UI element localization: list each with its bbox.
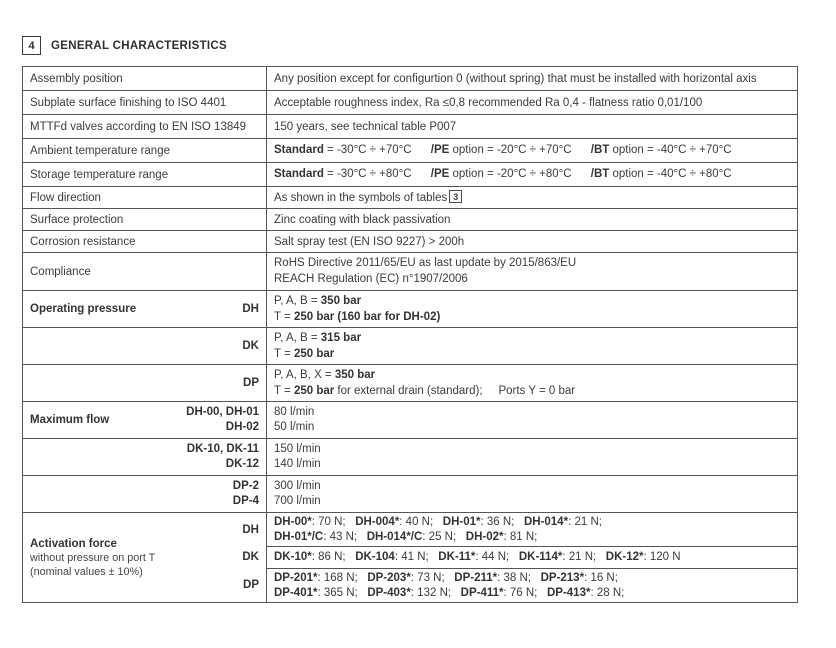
pressure-line-1: P, A, B = 315 bar: [274, 331, 362, 344]
row-label: [23, 402, 267, 439]
row-value: [267, 365, 798, 402]
table-row-flow-dh: [23, 402, 798, 439]
temperature-options: Standard = -30°C ÷ +80°C /PE option = -20°C ÷ +80°C /BT option = -40°C ÷ +80°C: [274, 168, 732, 180]
row-label: Flow direction: [23, 187, 267, 209]
model-tags: DP-2 DP-4: [232, 480, 259, 507]
row-value: [267, 513, 798, 603]
pressure-line-2: T = 250 bar (160 bar for DH-02): [274, 310, 441, 323]
section-title: GENERAL CHARACTERISTICS: [51, 39, 228, 52]
table-row-pressure-dp: [23, 365, 798, 402]
flow-direction-text: As shown in the symbols of tables: [274, 191, 448, 204]
row-label: [23, 513, 267, 603]
table-row: [23, 231, 798, 253]
table-row-pressure-dk: [23, 328, 798, 365]
flow-values: 80 l/min 50 l/min: [274, 406, 315, 433]
row-value: Salt spray test (EN ISO 9227) > 200h: [267, 231, 798, 253]
model-tag: DK: [242, 340, 259, 352]
activation-values-dk: DK-10*: 86 N; DK-104: 41 N; DK-11*: 44 N; DK-114*: 21 N; DK-12*: 120 N: [267, 546, 797, 568]
row-label-text: Maximum flow: [30, 414, 110, 426]
row-value: [267, 163, 798, 187]
model-tag: DP: [243, 377, 259, 389]
model-tag: DH: [242, 523, 259, 536]
model-tag: DK: [242, 551, 259, 563]
row-value: [267, 291, 798, 328]
temperature-options: Standard = -30°C ÷ +70°C /PE option = -20°C ÷ +70°C /BT option = -40°C ÷ +70°C: [274, 144, 732, 156]
model-tag: DP: [243, 579, 259, 591]
row-label: [23, 439, 267, 476]
table-row-flow-dk: [23, 439, 798, 476]
table-row: [23, 209, 798, 231]
row-value: Acceptable roughness index, Ra ≤0,8 recommended Ra 0,4 - flatness ratio 0,01/100: [267, 91, 798, 115]
table-row: [23, 163, 798, 187]
flow-values: 150 l/min 140 l/min: [274, 443, 321, 470]
row-label: Storage temperature range: [23, 163, 267, 187]
table-row: [23, 91, 798, 115]
row-value: [267, 476, 798, 513]
table-row: [23, 187, 798, 209]
table-row: [23, 115, 798, 139]
row-label: Compliance: [23, 253, 267, 291]
pressure-line-1: P, A, B = 350 bar: [274, 294, 362, 307]
activation-values-dp: DP-201*: 168 N; DP-203*: 73 N; DP-211*: 38 N; DP-213*: 16 N; DP-401*: 365 N; DP-403*: 132 N; DP-411*: 76 N; DP-413*: 28 N;: [267, 568, 797, 602]
model-tags: DK-10, DK-11 DK-12: [186, 443, 259, 470]
table-row: [23, 67, 798, 91]
row-label: [23, 476, 267, 513]
activation-values-dh: DH-00*: 70 N; DH-004*: 40 N; DH-01*: 36 N; DH-014*: 21 N; DH-01*/C: 43 N; DH-014*/C: 25 N; DH-02*: 81 N;: [274, 515, 602, 543]
row-label: [23, 328, 267, 365]
row-value: [267, 187, 798, 209]
pressure-line-1: P, A, B, X = 350 bar: [274, 368, 376, 381]
row-label: MTTFd valves according to EN ISO 13849: [23, 115, 267, 139]
row-label: Ambient temperature range: [23, 139, 267, 163]
row-value: [267, 402, 798, 439]
pressure-line-2: T = 250 bar for external drain (standard); Ports Y = 0 bar: [274, 384, 576, 397]
model-tag: DH: [242, 303, 259, 315]
row-label-text: Operating pressure: [30, 303, 137, 315]
row-value: 150 years, see technical table P007: [267, 115, 798, 139]
section-number-box: 4: [22, 36, 41, 55]
row-label: Assembly position: [23, 67, 267, 91]
activation-force-description: Activation force without pressure on port T (nominal values ± 10%): [30, 537, 156, 578]
flow-values: 300 l/min 700 l/min: [274, 480, 321, 507]
row-value: Any position except for configurtion 0 (without spring) that must be installed with horizontal axis: [267, 67, 798, 91]
row-value: [267, 139, 798, 163]
row-value: [267, 253, 798, 291]
row-label: Surface protection: [23, 209, 267, 231]
row-value: [267, 328, 798, 365]
row-label: [23, 291, 267, 328]
compliance-line-2: REACH Regulation (EC) n°1907/2006: [274, 273, 468, 285]
row-value: [267, 439, 798, 476]
row-label: Corrosion resistance: [23, 231, 267, 253]
row-label: Subplate surface finishing to ISO 4401: [23, 91, 267, 115]
row-value: Zinc coating with black passivation: [267, 209, 798, 231]
section-header: [22, 36, 227, 55]
general-characteristics-table: [22, 66, 798, 603]
table-row: [23, 139, 798, 163]
model-tags: DH-00, DH-01 DH-02: [186, 406, 259, 433]
table-row-pressure-dh: [23, 291, 798, 328]
pressure-line-2: T = 250 bar: [274, 347, 335, 360]
table-row: [23, 253, 798, 291]
compliance-line-1: RoHS Directive 2011/65/EU as last update by 2015/863/EU: [274, 257, 577, 269]
table-row-flow-dp: [23, 476, 798, 513]
row-label: [23, 365, 267, 402]
table-row-activation-force: [23, 513, 798, 603]
table-reference-box: 3: [449, 190, 462, 203]
